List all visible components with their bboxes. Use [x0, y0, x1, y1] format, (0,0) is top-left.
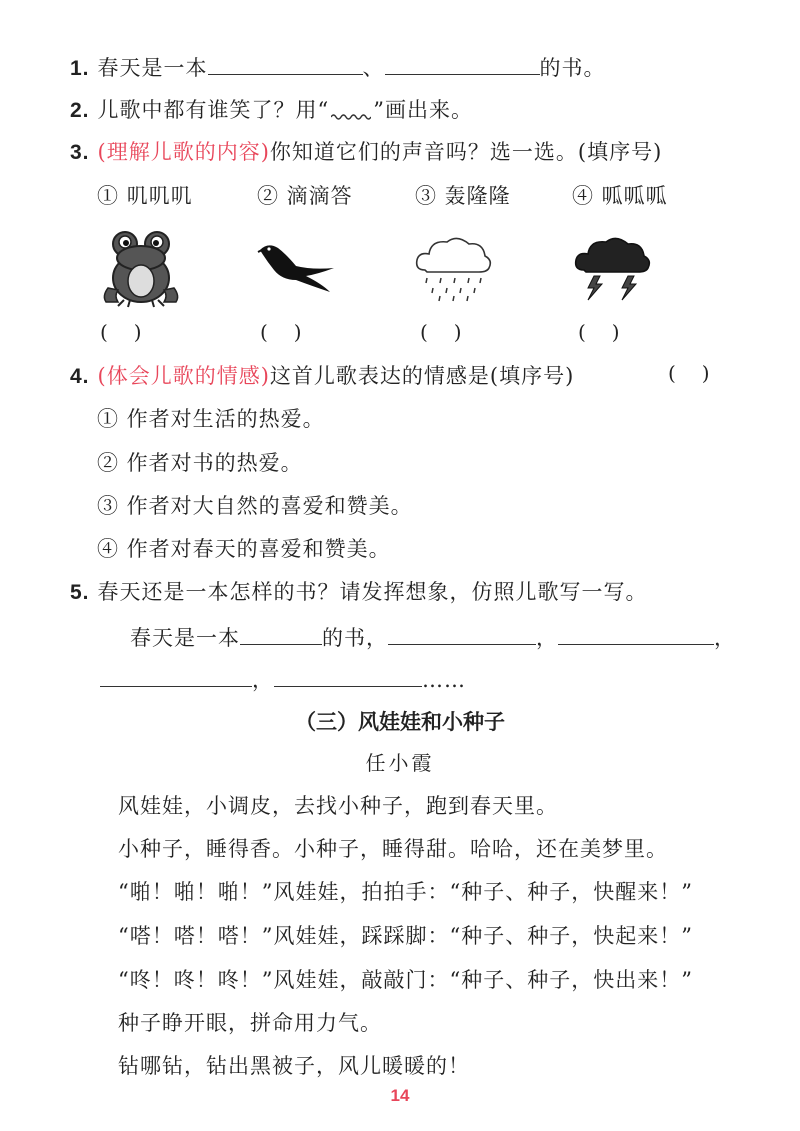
passage-line: 钻哪钻，钻出黑被子，风儿暖暖的！	[118, 1054, 470, 1078]
answer-blank[interactable]	[208, 56, 363, 75]
answer-parentheses[interactable]: ()	[420, 320, 488, 344]
answer-blank[interactable]	[240, 626, 322, 645]
option-item: ① 作者对生活的热爱。	[97, 407, 325, 431]
question-text: 儿歌中都有谁笑了？用“	[97, 98, 330, 122]
answer-parentheses[interactable]: ()	[100, 320, 168, 344]
question-number: 4.	[70, 365, 90, 388]
passage-author: 任小霞	[365, 751, 435, 775]
writing-line-1	[130, 622, 736, 652]
question-number: 1.	[70, 57, 90, 80]
comma: ，	[714, 626, 736, 650]
question-number: 5.	[70, 581, 90, 604]
passage-line: 种子睁开眼，拼命用力气。	[118, 1011, 382, 1035]
option-item: ④ 作者对春天的喜爱和赞美。	[97, 537, 391, 561]
ellipsis: ……	[422, 668, 466, 692]
page-number: 14	[390, 1086, 410, 1105]
question-text: 的书。	[539, 56, 606, 80]
sound-option-1: ① 叽叽叽	[97, 184, 193, 208]
prompt-text: 春天是一本	[130, 626, 240, 650]
answer-blank[interactable]	[274, 668, 422, 687]
sound-option-4: ④ 呱呱呱	[572, 184, 668, 208]
answer-blank[interactable]	[385, 56, 540, 75]
option-item: ② 作者对书的热爱。	[97, 451, 303, 475]
passage-line: “咚！咚！咚！”风娃娃，敲敲门：“种子、种子，快出来！”	[118, 968, 693, 992]
question-text: 你知道它们的声音吗？选一选。(填序号)	[269, 140, 663, 164]
question-5	[70, 576, 648, 606]
hint-label: (体会儿歌的情感)	[97, 364, 270, 388]
passage-line: “啪！啪！啪！”风娃娃，拍拍手：“种子、种子，快醒来！”	[118, 880, 693, 904]
writing-line-2	[100, 664, 466, 694]
prompt-text: 的书，	[322, 626, 388, 650]
question-text: 春天还是一本怎样的书？请发挥想象，仿照儿歌写一写。	[97, 580, 648, 604]
rain-cloud-icon	[413, 232, 493, 304]
answer-parentheses[interactable]: ()	[578, 320, 646, 344]
passage-title: （三）风娃娃和小种子	[295, 710, 505, 734]
question-number: 2.	[70, 99, 90, 122]
swallow-icon	[256, 240, 336, 296]
comma: ，	[252, 668, 274, 692]
thunder-cloud-icon	[572, 232, 652, 304]
question-text: 这首儿歌表达的情感是(填序号)	[269, 364, 575, 388]
question-4	[70, 360, 574, 390]
sound-option-2: ② 滴滴答	[257, 184, 353, 208]
question-1	[70, 52, 606, 82]
hint-label: (理解儿歌的内容)	[97, 140, 270, 164]
wavy-line-icon	[329, 99, 373, 117]
answer-parentheses[interactable]: ()	[260, 320, 328, 344]
question-3	[70, 136, 662, 166]
comma: ，	[536, 626, 558, 650]
passage-line: “嗒！嗒！嗒！”风娃娃，踩踩脚：“种子、种子，快起来！”	[118, 924, 693, 948]
frog-icon	[100, 226, 182, 308]
passage-line: 风娃娃，小调皮，去找小种子，跑到春天里。	[118, 794, 558, 818]
answer-blank[interactable]	[388, 626, 536, 645]
sound-option-3: ③ 轰隆隆	[415, 184, 511, 208]
question-number: 3.	[70, 141, 90, 164]
passage-line: 小种子，睡得香。小种子，睡得甜。哈哈，还在美梦里。	[118, 837, 668, 861]
question-text: ”画出来。	[373, 98, 474, 122]
answer-parentheses[interactable]: ()	[668, 361, 736, 385]
option-item: ③ 作者对大自然的喜爱和赞美。	[97, 494, 413, 518]
question-text: 春天是一本	[97, 56, 208, 80]
answer-blank[interactable]	[558, 626, 714, 645]
answer-blank[interactable]	[100, 668, 252, 687]
question-2	[70, 94, 473, 124]
separator: 、	[362, 56, 385, 80]
